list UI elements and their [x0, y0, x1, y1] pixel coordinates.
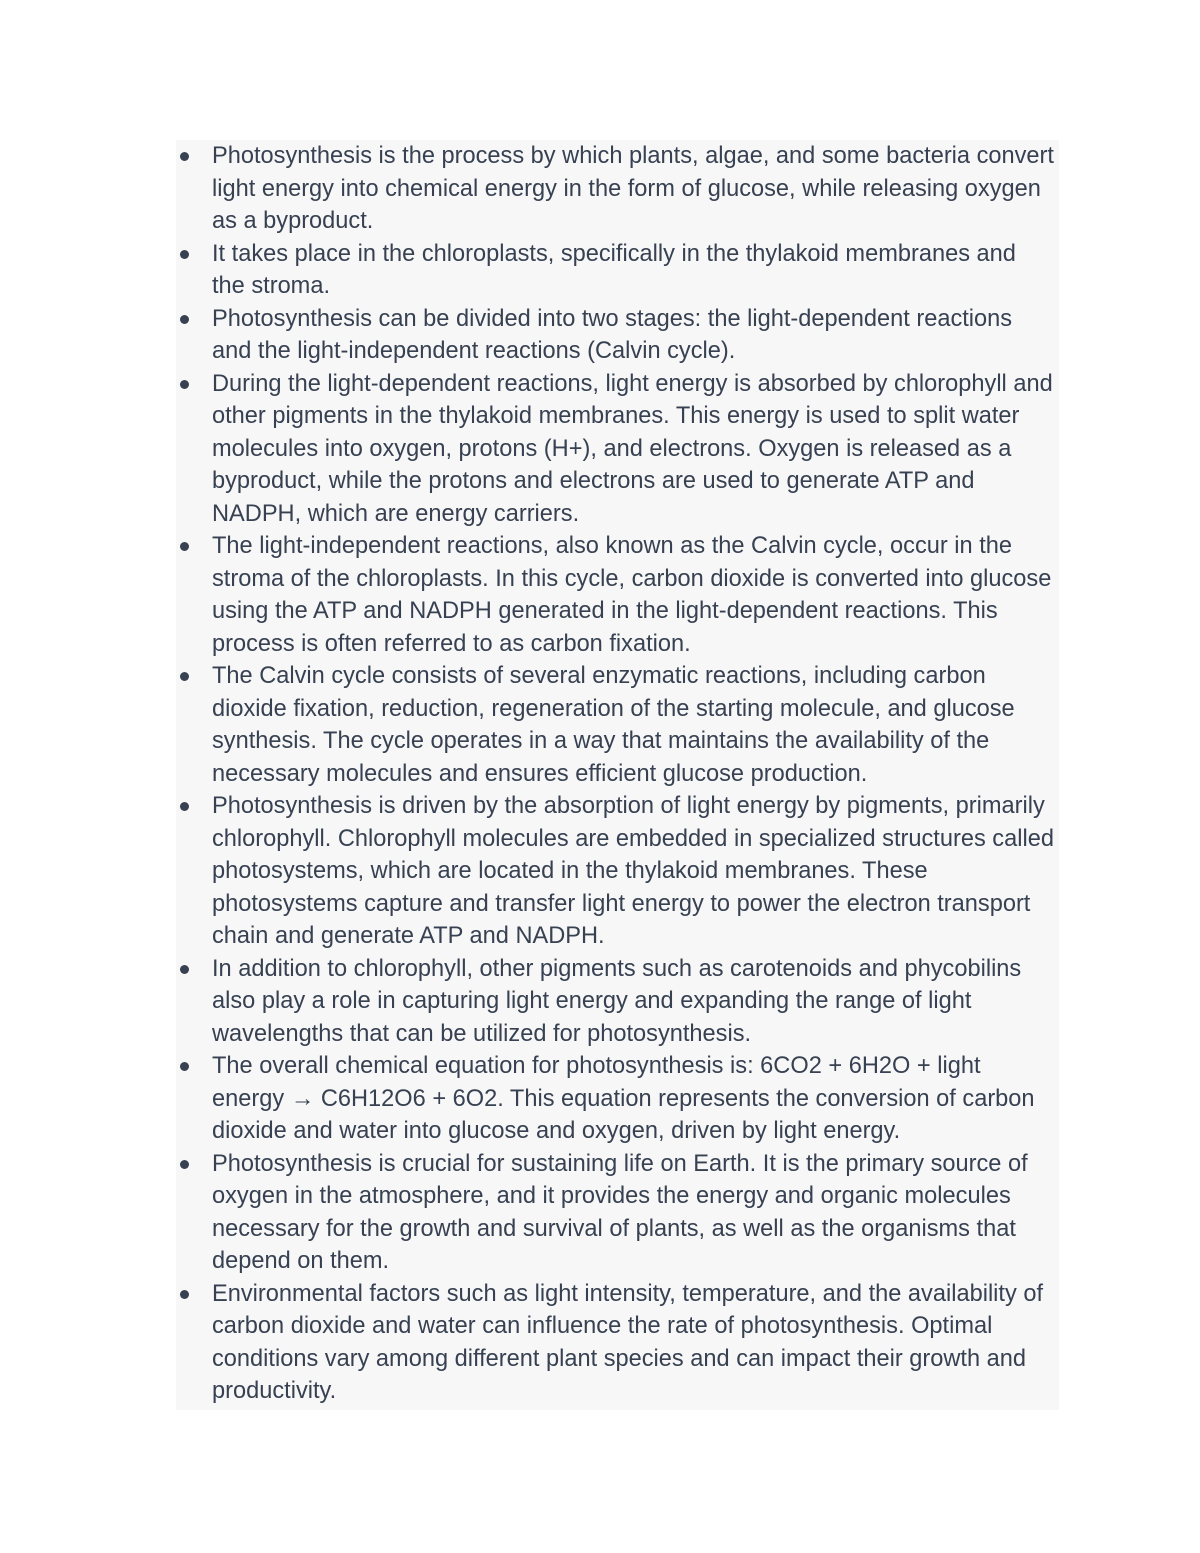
- bullet-icon: [180, 1062, 189, 1071]
- list-item: [176, 303, 1059, 368]
- list-item-text: Photosynthesis is crucial for sustaining life on Earth. It is the primary source of oxygen in the atmosphere, and it provides the energy and organic molecules necessary for the growth and survival of plants, as well as the organisms that depend on them.: [212, 1150, 1028, 1274]
- list-item: [176, 368, 1059, 531]
- bullet-icon: [180, 965, 189, 974]
- bullet-list: [176, 140, 1059, 1408]
- list-item-text: The Calvin cycle consists of several enzymatic reactions, including carbon dioxide fixation, reduction, regeneration of the starting molecule, and glucose synthesis. The cycle operates in a way that maintains the availability of the necessary molecules and ensures efficient glucose production.: [212, 663, 1015, 787]
- list-item-text: It takes place in the chloroplasts, specifically in the thylakoid membranes and the stroma.: [212, 240, 1016, 299]
- bullet-icon: [180, 152, 189, 161]
- list-item-text: The light-independent reactions, also known as the Calvin cycle, occur in the stroma of the chloroplasts. In this cycle, carbon dioxide is converted into glucose using the ATP and NADPH generated in the light-dependent reactions. This process is often referred to as carbon fixation.: [212, 533, 1052, 657]
- content-block: [176, 140, 1059, 1410]
- list-item: [176, 238, 1059, 303]
- list-item: [176, 790, 1059, 953]
- bullet-icon: [180, 1160, 189, 1169]
- bullet-icon: [180, 542, 189, 551]
- list-item-text: During the light-dependent reactions, light energy is absorbed by chlorophyll and other pigments in the thylakoid membranes. This energy is used to split water molecules into oxygen, protons (H+), and electrons. Oxygen is released as a byproduct, while the protons and electrons are used to generate ATP and NADPH, which are energy carriers.: [212, 370, 1053, 527]
- list-item-text: Photosynthesis is the process by which plants, algae, and some bacteria convert light energy into chemical energy in the form of glucose, while releasing oxygen as a byproduct.: [212, 143, 1054, 234]
- bullet-icon: [180, 802, 189, 811]
- list-item: [176, 1148, 1059, 1278]
- list-item-text: Photosynthesis can be divided into two stages: the light-dependent reactions and the light-independent reactions (Calvin cycle).: [212, 305, 1013, 364]
- bullet-icon: [180, 315, 189, 324]
- list-item: [176, 530, 1059, 660]
- bullet-icon: [180, 1290, 189, 1299]
- list-item: [176, 1278, 1059, 1408]
- bullet-icon: [180, 380, 189, 389]
- list-item-text: The overall chemical equation for photosynthesis is: 6CO2 + 6H2O + light energy → C6H12O6 + 6O2. This equation represents the conversion of carbon dioxide and water into glucose and oxygen, driven by light energy.: [212, 1053, 1035, 1144]
- bullet-icon: [180, 672, 189, 681]
- list-item: [176, 660, 1059, 790]
- bullet-icon: [180, 250, 189, 259]
- list-item: [176, 953, 1059, 1051]
- list-item-text: Photosynthesis is driven by the absorption of light energy by pigments, primarily chlorophyll. Chlorophyll molecules are embedded in specialized structures called photosystems, which are located in the thylakoid membranes. These photosystems capture and transfer light energy to power the electron transport chain and generate ATP and NADPH.: [212, 793, 1054, 949]
- list-item-text: In addition to chlorophyll, other pigments such as carotenoids and phycobilins also play a role in capturing light energy and expanding the range of light wavelengths that can be utilized for photosynthesis.: [212, 955, 1022, 1047]
- list-item-text: Environmental factors such as light intensity, temperature, and the availability of carbon dioxide and water can influence the rate of photosynthesis. Optimal conditions vary among different plant species and can impact their growth and productivity.: [212, 1280, 1044, 1404]
- list-item: [176, 140, 1059, 238]
- list-item: [176, 1050, 1059, 1148]
